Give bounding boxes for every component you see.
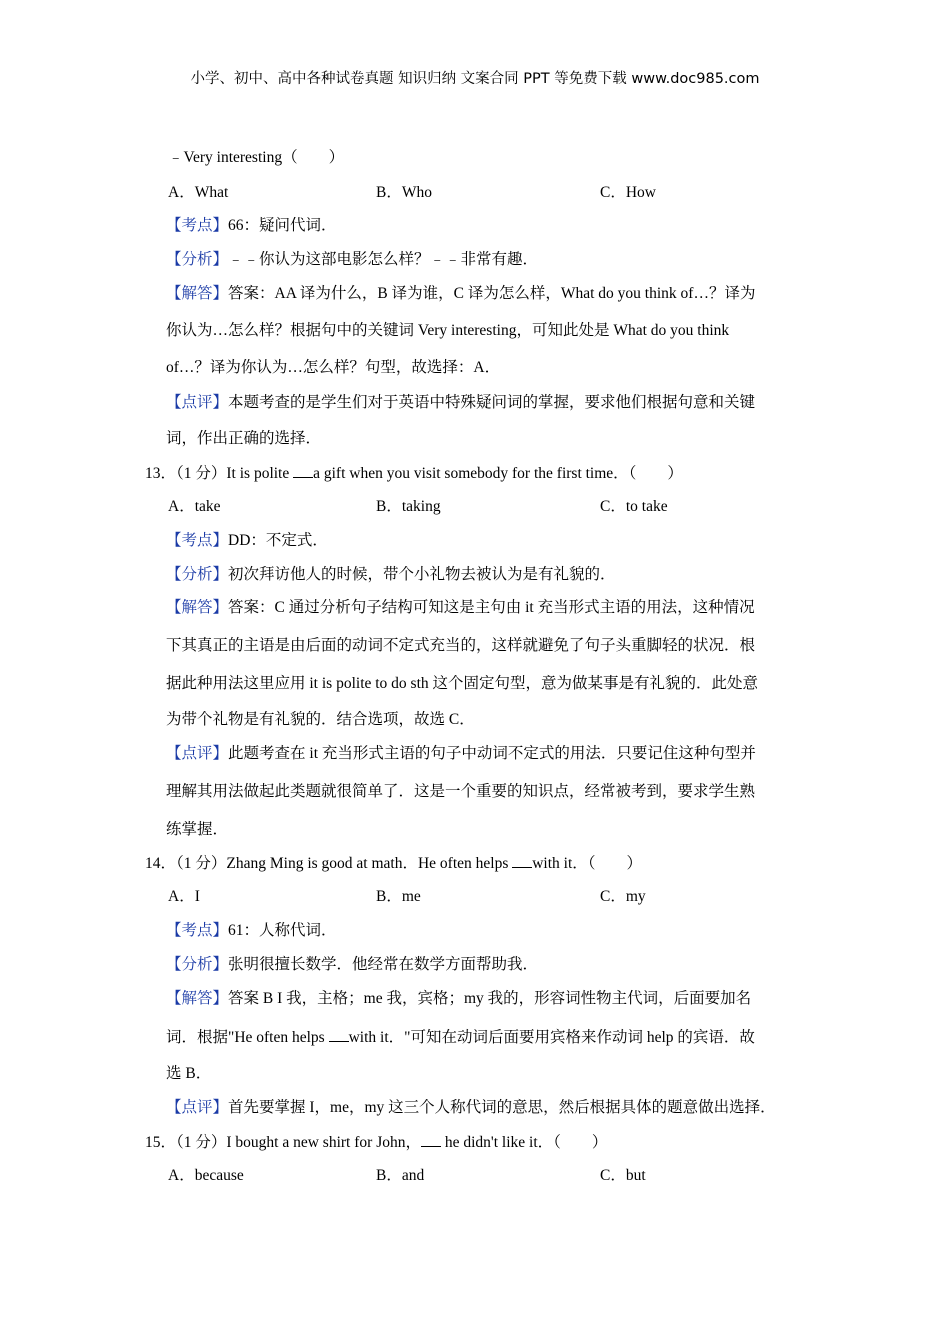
q13-jieda-line4: 为带个礼物是有礼貌的．结合选项，故选 C． [166, 711, 475, 728]
q13-jieda-line2: 下其真正的主语是由后面的动词不定式充当的，这样就避免了句子头重脚轻的状况．根 [166, 637, 756, 654]
q13-blank [293, 463, 313, 478]
q14-jieda-blank [329, 1027, 349, 1042]
kaodian-label: 【考点】 [166, 922, 229, 939]
q15-number: 15． [145, 1134, 177, 1151]
jieda-text: 答案：C 通过分析句子结构可知这是主句由 it 充当形式主语的用法，这种情况 [228, 599, 755, 616]
q13-stem-a: （1 分）It is polite [176, 465, 294, 482]
jieda-label: 【解答】 [166, 990, 229, 1007]
q12-stem-tail: ﹣Very interesting（ ） [168, 149, 345, 166]
q14-jieda-line3: 选 B． [166, 1065, 212, 1082]
q13-number: 13． [145, 465, 177, 482]
q13-option-a: A．take [168, 498, 221, 515]
kaodian-text: 66：疑问代词． [228, 217, 337, 234]
dianping-label: 【点评】 [166, 394, 229, 411]
jieda-text: 答案：AA 译为什么，B 译为谁，C 译为怎么样，What do you think of…？译为 [228, 285, 756, 302]
fenxi-label: 【分析】 [166, 566, 229, 583]
kaodian-text: DD：不定式． [228, 532, 328, 549]
q12-kaodian [166, 216, 337, 236]
q12-fenxi [166, 250, 538, 270]
q13-fenxi [166, 565, 616, 585]
q14-stem-a: （1 分）Zhang Ming is good at math．He often helps [176, 855, 513, 872]
q14-dianping [166, 1098, 776, 1118]
q15-option-a: A．because [168, 1167, 244, 1184]
fenxi-text: ﹣﹣你认为这部电影怎么样？﹣﹣非常有趣． [228, 251, 539, 268]
q15-option-b: B．and [376, 1167, 425, 1184]
dianping-text: 本题考查的是学生们对于英语中特殊疑问词的掌握，要求他们根据句意和关键 [228, 394, 756, 411]
q14-jieda [166, 989, 751, 1009]
kaodian-label: 【考点】 [166, 532, 229, 549]
q14-number: 14． [145, 855, 177, 872]
dianping-label: 【点评】 [166, 1099, 229, 1116]
q14-stem [145, 853, 642, 874]
q13-dianping-line2: 理解其用法做起此类题就很简单了．这是一个重要的知识点，经常被考到，要求学生熟 [166, 783, 756, 800]
q15-option-c: C．but [600, 1167, 646, 1184]
q15-stem [145, 1132, 607, 1153]
q14-jieda2-a: 词．根据"He often helps [166, 1029, 329, 1046]
fenxi-text: 初次拜访他人的时候，带个小礼物去被认为是有礼貌的． [228, 566, 616, 583]
q13-jieda-line3: 据此种用法这里应用 it is polite to do sth 这个固定句型，意为做某事是有礼貌的．此处意 [166, 675, 759, 692]
q12-option-b: B．Who [376, 184, 432, 201]
q14-fenxi [166, 955, 538, 975]
jieda-label: 【解答】 [166, 285, 229, 302]
dianping-text: 首先要掌握 I，me，my 这三个人称代词的意思，然后根据具体的题意做出选择． [228, 1099, 776, 1116]
dianping-text: 此题考查在 it 充当形式主语的句子中动词不定式的用法．只要记住这种句型并 [228, 745, 756, 762]
q14-option-a: A．I [168, 888, 200, 905]
q12-dianping [166, 393, 755, 413]
q14-blank [512, 853, 532, 868]
q14-stem-b: with it．（ ） [532, 855, 643, 872]
q15-blank [421, 1132, 441, 1147]
jieda-text: 答案 B I 我，主格；me 我，宾格；my 我的，形容词性物主代词，后面要加名 [228, 990, 752, 1007]
q15-stem-b: he didn't like it．（ ） [440, 1134, 608, 1151]
q12-dianping-line2: 词，作出正确的选择． [166, 430, 322, 447]
jieda-label: 【解答】 [166, 599, 229, 616]
q13-jieda [166, 598, 755, 618]
q14-option-c: C．my [600, 888, 646, 905]
fenxi-label: 【分析】 [166, 251, 229, 268]
kaodian-text: 61：人称代词． [228, 922, 337, 939]
q15-stem-a: （1 分）I bought a new shirt for John， [176, 1134, 421, 1151]
q13-kaodian [166, 531, 328, 551]
kaodian-label: 【考点】 [166, 217, 229, 234]
page-header: 小学、初中、高中各种试卷真题 知识归纳 文案合同 PPT 等免费下载 www.doc985.com [190, 71, 760, 87]
q12-jieda-line3: of…？译为你认为…怎么样？句型，故选择：A． [166, 359, 501, 376]
q14-jieda-line2 [166, 1027, 755, 1048]
q12-option-a: A．What [168, 184, 229, 201]
dianping-label: 【点评】 [166, 745, 229, 762]
q14-kaodian [166, 921, 337, 941]
q14-option-b: B．me [376, 888, 421, 905]
q13-option-c: C．to take [600, 498, 668, 515]
q13-stem [145, 463, 683, 484]
q12-jieda [166, 284, 755, 304]
fenxi-text: 张明很擅长数学．他经常在数学方面帮助我． [228, 956, 539, 973]
q12-option-c: C．How [600, 184, 656, 201]
q13-option-b: B．taking [376, 498, 441, 515]
fenxi-label: 【分析】 [166, 956, 229, 973]
q13-stem-b: a gift when you visit somebody for the first time．（ ） [313, 465, 683, 482]
q13-dianping [166, 744, 756, 764]
q13-dianping-line3: 练掌握． [166, 821, 229, 838]
q14-jieda2-b: with it．"可知在动词后面要用宾格来作动词 help 的宾语．故 [348, 1029, 755, 1046]
q12-jieda-line2: 你认为…怎么样？根据句中的关键词 Very interesting，可知此处是 What do you think [166, 322, 730, 339]
